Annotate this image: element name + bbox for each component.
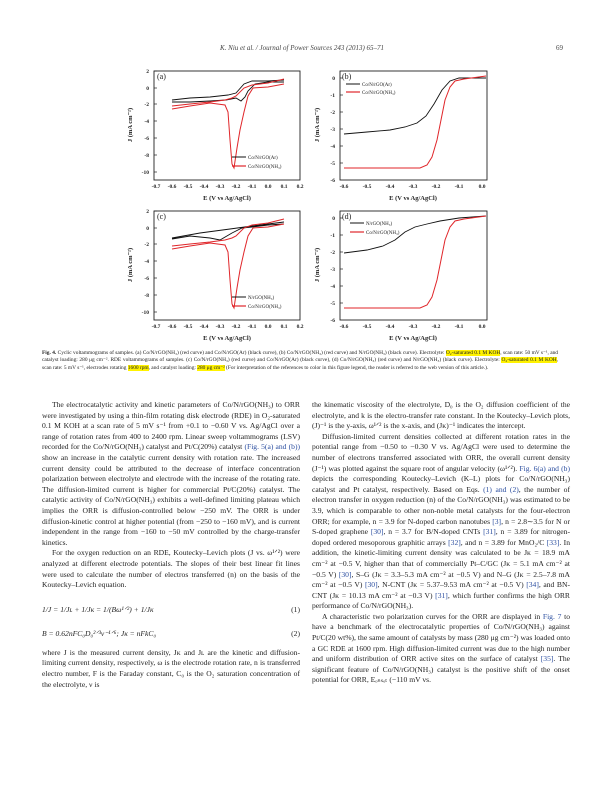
svg-text:-6: -6 bbox=[330, 318, 335, 324]
svg-text:0: 0 bbox=[146, 86, 149, 92]
svg-text:-0.3: -0.3 bbox=[408, 324, 418, 330]
svg-text:-4: -4 bbox=[144, 259, 149, 265]
reference-link[interactable]: [30] bbox=[338, 569, 352, 579]
svg-text:-2: -2 bbox=[330, 110, 335, 116]
svg-text:-0.4: -0.4 bbox=[385, 324, 395, 330]
svg-text:-0.3: -0.3 bbox=[215, 184, 225, 190]
svg-text:-0.6: -0.6 bbox=[339, 324, 349, 330]
svg-text:-5: -5 bbox=[330, 301, 335, 307]
svg-text:-6: -6 bbox=[144, 276, 149, 282]
svg-text:-0.2: -0.2 bbox=[231, 184, 241, 190]
svg-text:-2: -2 bbox=[144, 242, 149, 248]
figure-link[interactable]: (Fig. 5(a) and (b)) bbox=[244, 442, 301, 452]
y-axis-label: J (mA cm⁻²) bbox=[314, 107, 321, 143]
legend-entry: N/rGO(NH₃) bbox=[366, 222, 393, 227]
paragraph: Diffusion-limited current densities collected at different rotation rates in the potential range from −0.50 to −0.30 V vs. Ag/AgCl were used to determine the number of electrons transferred associated with ORR, the overall current density (J⁻¹) was plotted against the square root of angular velocity (ω¹ᐟ²). Fig. 6(a) and (b) depicts the corresponding Koutecky–Levich (K–L) plots for Co/N/rGO(NH₃) catalyst and Pt catalyst, respectively. Based on Eqs. (1) and (2), the number of electron transfer in oxygen reduction (n) of the Co/N/rGO(NH₃) was estimated to be 3.9, which is comparable to other non-noble metal catalysts for the four-electron ORR; for example, n = 3.9 for N-doped carbon nanotubes [3], n = 2.8∼3.5 for N or S-doped graphene [30], n = 3.7 for B/N-doped CNTs [31], n = 3.89 for nitrogen-doped ordered mesoporous graphitic arrays [32], and n = 3.89 for MnO₂/C [33]. In addition, the kinetic-limiting current density was calculated to be Jᴋ = 18.9 mA cm⁻² at −0.5 V, higher than that of commercially Pt–C/GC (Jᴋ = 5.1 mA cm⁻² at −0.5 V) [30], S–G (Jᴋ = 3.3–5.3 mA cm⁻² at −0.5 V) and N–G (Jᴋ = 2.5–7.8 mA cm⁻² at −0.5 V) [30], N-CNT (Jᴋ = 5.37–9.53 mA cm⁻² at −0.5 V) [34], and BN-CNT (Jᴋ = 10.13 mA cm⁻² at −0.3 V) [31], which further confirms the high ORR performance of Co/N/rGO(NH₃). bbox=[312, 431, 571, 611]
svg-text:-0.7: -0.7 bbox=[151, 324, 161, 330]
svg-text:-2: -2 bbox=[144, 102, 149, 108]
svg-text:-0.3: -0.3 bbox=[215, 324, 225, 330]
right-column bbox=[312, 400, 570, 686]
svg-text:-0.2: -0.2 bbox=[231, 324, 241, 330]
legend-entry: Co/N/rGO(NH₃) bbox=[248, 165, 282, 170]
running-header bbox=[0, 44, 601, 56]
highlight: O₂-saturated 0.1 M KOH bbox=[501, 357, 557, 364]
panel-a bbox=[127, 69, 304, 202]
svg-text:-0.3: -0.3 bbox=[408, 184, 418, 190]
legend-entry: N/rGO(NH₃) bbox=[248, 296, 275, 301]
svg-text:-2: -2 bbox=[330, 250, 335, 256]
reference-link[interactable]: [35] bbox=[540, 654, 554, 664]
svg-text:-8: -8 bbox=[144, 153, 149, 159]
svg-text:0.0: 0.0 bbox=[478, 184, 486, 190]
reference-link[interactable]: [30] bbox=[364, 580, 378, 590]
x-axis-label: E (V vs Ag/AgCl) bbox=[389, 195, 437, 202]
legend-entry: Co/N/rGO(Ar) bbox=[362, 83, 392, 88]
highlight: O₂-saturated 0.1 M KOH bbox=[445, 350, 501, 356]
x-axis-label: E (V vs Ag/AgCl) bbox=[203, 335, 251, 342]
svg-text:-0.2: -0.2 bbox=[431, 184, 441, 190]
svg-text:-6: -6 bbox=[330, 178, 335, 184]
panel-label: (d) bbox=[342, 212, 352, 221]
legend-entry: Co/N/rGO(NH₃) bbox=[366, 231, 400, 236]
panel-label: (c) bbox=[157, 212, 166, 221]
svg-text:-1: -1 bbox=[330, 233, 335, 239]
panel-b bbox=[314, 71, 487, 202]
svg-text:0.0: 0.0 bbox=[478, 324, 486, 330]
svg-text:-0.1: -0.1 bbox=[454, 324, 464, 330]
reference-link[interactable]: [32] bbox=[448, 537, 461, 547]
figure-4 bbox=[60, 60, 540, 350]
running-title: K. Niu et al. / Journal of Power Sources 243 (2013) 65–71 bbox=[220, 44, 385, 52]
figure-link[interactable]: Fig. 7 bbox=[542, 611, 562, 621]
svg-text:0.0: 0.0 bbox=[264, 324, 272, 330]
x-axis-label: E (V vs Ag/AgCl) bbox=[203, 195, 251, 202]
svg-text:-10: -10 bbox=[141, 310, 149, 316]
y-axis-label: J (mA cm⁻²) bbox=[127, 107, 134, 143]
reference-link[interactable]: [3] bbox=[492, 516, 502, 526]
svg-text:-4: -4 bbox=[330, 284, 335, 290]
svg-text:-0.2: -0.2 bbox=[431, 324, 441, 330]
svg-text:0: 0 bbox=[146, 226, 149, 232]
reference-link[interactable]: [30] bbox=[370, 527, 384, 537]
svg-text:-0.6: -0.6 bbox=[167, 184, 177, 190]
x-axis-label: E (V vs Ag/AgCl) bbox=[389, 335, 437, 342]
svg-text:2: 2 bbox=[146, 209, 149, 215]
svg-text:-6: -6 bbox=[144, 136, 149, 142]
svg-text:-0.1: -0.1 bbox=[247, 184, 257, 190]
svg-text:-0.5: -0.5 bbox=[183, 184, 193, 190]
svg-text:-0.5: -0.5 bbox=[362, 324, 372, 330]
svg-text:-0.4: -0.4 bbox=[385, 184, 395, 190]
page-number: 69 bbox=[556, 44, 563, 52]
panel-label: (a) bbox=[157, 72, 166, 81]
svg-text:-4: -4 bbox=[144, 119, 149, 125]
panel-c bbox=[127, 209, 304, 342]
svg-text:-0.5: -0.5 bbox=[362, 184, 372, 190]
highlight: 1600 rpm bbox=[127, 364, 149, 371]
equation-1: 1/J = 1/Jʟ + 1/Jᴋ = 1/(Bω¹ᐟ²) + 1/Jᴋ (1) bbox=[42, 604, 300, 614]
svg-text:-3: -3 bbox=[330, 127, 335, 133]
caption-label: Fig. 4. bbox=[42, 350, 57, 356]
reference-link[interactable]: [31] bbox=[435, 590, 448, 600]
reference-link[interactable]: [34] bbox=[526, 580, 539, 590]
svg-text:0.2: 0.2 bbox=[296, 324, 304, 330]
panel-label: (b) bbox=[342, 72, 352, 81]
paragraph: A characteristic two polarization curves for the ORR are displayed in Fig. 7 to have a benchmark of the electrocatalytic properties of Co/N/rGO(NH₃) against Pt/C(20 wt%), the same amount of catalysts by mass (280 μg cm⁻²) was loaded onto a GC RDE at 1600 rpm. High diffusion-limited current was due to the high number and uniform distribution of ORR active sites on the surface of catalyst [35]. The significant feature of Co/N/rGO(NH₃) catalyst is the positive shift of the onset potential for ORR, Eₒₙₛₑₜ (−110 mV vs. bbox=[312, 611, 571, 685]
y-axis-label: J (mA cm⁻²) bbox=[127, 247, 134, 283]
reference-link[interactable]: [33] bbox=[546, 537, 560, 547]
left-column bbox=[42, 400, 300, 690]
legend-entry: Co/N/rGO(Ar) bbox=[248, 156, 278, 161]
svg-text:-0.1: -0.1 bbox=[454, 184, 464, 190]
paragraph: the kinematic viscosity of the electrolyte, D₀ is the O₂ diffusion coefficient of the electrolyte, and k is the electro-transfer rate constant. In the Koutecky–Levich plots, (J)⁻¹ is the y-axis, ω¹ᐟ² is the x-axis, and (Jᴋ)⁻¹ indicates the intercept. bbox=[312, 400, 570, 431]
svg-text:-0.4: -0.4 bbox=[199, 324, 209, 330]
svg-text:-4: -4 bbox=[330, 144, 335, 150]
svg-text:-0.1: -0.1 bbox=[247, 324, 257, 330]
svg-text:-0.5: -0.5 bbox=[183, 324, 193, 330]
paragraph: where J is the measured current density, Jᴋ and Jʟ are the kinetic and diffusion-limiting current density, respectively, ω is the electrode rotation rate, n is transferred electro number, F is the Faraday constant, C₀ is the O₂ saturation concentration of the electrolyte, ν is bbox=[42, 647, 300, 689]
svg-text:2: 2 bbox=[146, 69, 149, 75]
equation-link[interactable]: (1) and (2) bbox=[483, 484, 519, 494]
legend-entry: Co/N/rGO(NH₃) bbox=[362, 91, 396, 96]
svg-text:-0.6: -0.6 bbox=[167, 324, 177, 330]
reference-link[interactable]: [31] bbox=[483, 527, 496, 537]
svg-text:-5: -5 bbox=[330, 161, 335, 167]
svg-text:-10: -10 bbox=[141, 170, 149, 176]
figure-caption: Fig. 4. Cyclic voltammograms of samples. (a) Co/N/rGO(NH₃) (red curve) and Co/N/rGO(Ar) (black curve), (b) Co/N/rGO(NH₃) (red curve) and N/rGO(NH₃) (black curve). Electrolyte: O₂-saturated 0.1 M KOH, scan rate: 50 mV s⁻¹, and catalyst loading: 280 μg cm⁻². RDE voltammograms of samples. (c) Co/N/rGO(NH₃) (red curve) and Co/N/rGO(Ar) (black curve), (d) Co/N/rGO(NH₃) (red curve) and N/rGO(NH₃) (black curve). Electrolyte: O₂-saturated 0.1 M KOH, scan rate: 5 mV s⁻¹, electrodes rotating 1600 rpm, and catalyst loading: 280 μg cm⁻² (For interpretation of the references to color in this figure legend, the reader is referred to the web version of this article.). bbox=[42, 350, 558, 371]
paragraph: The electrocatalytic activity and kinetic parameters of Co/N/rGO(NH₃) to ORR were investigated by using a thin-film rotating disk electrode (RDE) in O₂-saturated 0.1 M KOH at a scan rate of 5 mV s⁻¹ from +0.1 to −0.60 V vs. Ag/AgCl over a range of rotation rates from 400 to 2400 rpm. Linear sweep voltammograms (LSV) recorded for the Co/N/rGO(NH₃) catalyst and Pt/C(20%) catalyst (Fig. 5(a) and (b)) show an increase in the catalytic current density with rotation rate. The increased current density could be attributed to the decrease of interface concentration polarization between electrolyte and electrode with the increase of the rotating rate. The diffusion-limited current is higher for commercial Pt/C(20%) catalyst. The catalytic activity of Co/N/rGO(NH₃) exhibits a well-defined limiting plateau which implies the ORR is diffusion-controlled below −250 mV. The ORR is under diffusion-kinetic control at higher potential (from −250 to −160 mV), and is current independent in the range from −160 to −50 mV controlled by the charge-transfer kinetics. bbox=[42, 400, 301, 547]
svg-text:-0.7: -0.7 bbox=[151, 184, 161, 190]
svg-text:-3: -3 bbox=[330, 267, 335, 273]
svg-text:0.1: 0.1 bbox=[280, 184, 288, 190]
svg-text:0: 0 bbox=[332, 216, 335, 222]
paragraph: For the oxygen reduction on an RDE, Koutecky–Levich plots (J vs. ω¹ᐟ²) were analyzed at different electrode potentials. The slopes of their best linear fit lines were used to calculate the number of electros transferred (n) on the basis of the Koutecky–Levich equation. bbox=[42, 548, 300, 590]
svg-text:-0.4: -0.4 bbox=[199, 184, 209, 190]
svg-text:0.1: 0.1 bbox=[280, 324, 288, 330]
y-axis-label: J (mA cm⁻²) bbox=[314, 247, 321, 283]
legend-entry: Co/N/rGO(NH₃) bbox=[248, 305, 282, 310]
figure-link[interactable]: Fig. 6(a) and (b) bbox=[519, 463, 570, 473]
svg-text:0.0: 0.0 bbox=[264, 184, 272, 190]
svg-text:-1: -1 bbox=[330, 93, 335, 99]
panel-d bbox=[314, 211, 487, 342]
svg-text:-8: -8 bbox=[144, 293, 149, 299]
svg-text:-0.6: -0.6 bbox=[339, 184, 349, 190]
highlight: 280 μg cm⁻² bbox=[197, 364, 225, 371]
svg-text:0.2: 0.2 bbox=[296, 184, 304, 190]
equation-2: B = 0.62nFC₀D₀²ᐟ³ν⁻¹ᐟ⁶; Jᴋ = nFkC₀ (2) bbox=[42, 629, 300, 639]
svg-text:0: 0 bbox=[332, 76, 335, 82]
